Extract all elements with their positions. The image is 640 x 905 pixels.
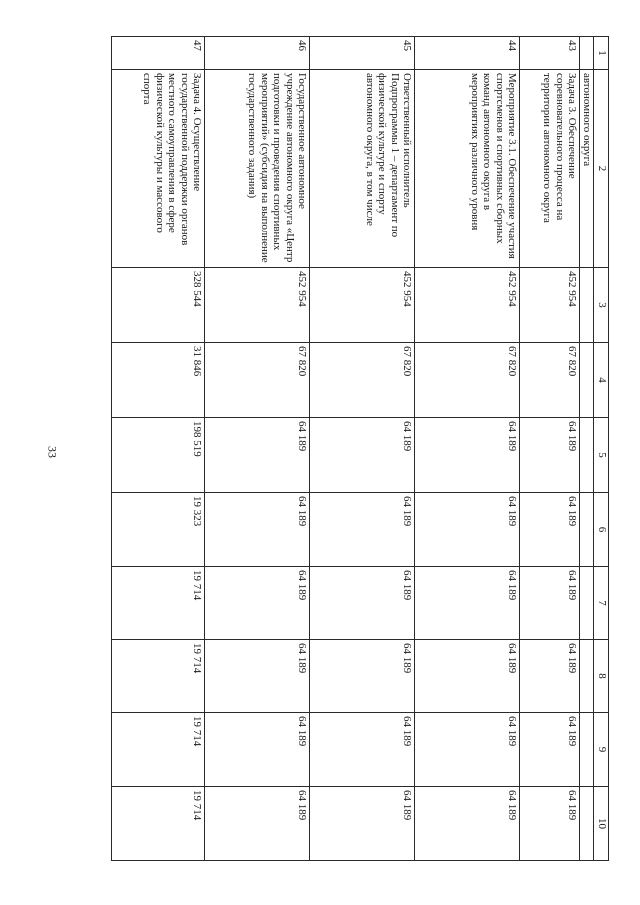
rotated-table-wrapper	[85, 36, 609, 860]
value-cell: 64 189	[310, 640, 415, 713]
row-number: 43	[520, 37, 580, 70]
column-header: 5	[594, 418, 609, 493]
value-cell: 67 820	[520, 343, 580, 418]
column-header: 4	[594, 343, 609, 418]
table-row	[520, 37, 580, 861]
value-cell: 328 544	[112, 268, 205, 343]
budget-table	[112, 36, 610, 861]
value-cell: 64 189	[205, 787, 310, 861]
value-cell: 64 189	[205, 567, 310, 640]
value-cell: 64 189	[310, 567, 415, 640]
value-cell: 452 954	[310, 268, 415, 343]
value-cell: 64 189	[520, 567, 580, 640]
value-cell: 67 820	[310, 343, 415, 418]
table-header-row	[594, 37, 609, 861]
row-name: Ответственный исполнитель Подпрограммы 1 – департамент по физической культуре и спорту автономного округа, в том числе	[310, 70, 415, 268]
column-header: 7	[594, 567, 609, 640]
rotated-table-area	[85, 36, 609, 860]
column-header: 9	[594, 713, 609, 787]
value-cell: 64 189	[415, 787, 520, 861]
value-cell: 31 846	[112, 343, 205, 418]
value-cell: 64 189	[310, 713, 415, 787]
value-cell: 19 714	[112, 713, 205, 787]
table-row	[205, 37, 310, 861]
value-cell: 64 189	[520, 640, 580, 713]
value-cell: 19 714	[112, 640, 205, 713]
value-cell: 19 714	[112, 787, 205, 861]
row-number: 47	[112, 37, 205, 70]
column-header: 10	[594, 787, 609, 861]
value-cell: 64 189	[415, 713, 520, 787]
column-header: 6	[594, 493, 609, 567]
row-name: Мероприятие 3.1. Обеспечение участия спортсменов и спортивных сборных команд автономного округа в мероприятиях различного уровня	[415, 70, 520, 268]
value-cell: 64 189	[205, 418, 310, 493]
value-cell: 452 954	[415, 268, 520, 343]
value-cell: 452 954	[205, 268, 310, 343]
column-header: 8	[594, 640, 609, 713]
table-row	[310, 37, 415, 861]
value-cell: 452 954	[520, 268, 580, 343]
continuation-text: автономного округа	[580, 70, 594, 268]
value-cell: 67 820	[415, 343, 520, 418]
continuation-row	[580, 37, 594, 861]
table-row	[415, 37, 520, 861]
value-cell: 64 189	[520, 713, 580, 787]
value-cell: 67 820	[205, 343, 310, 418]
column-header: 2	[594, 70, 609, 268]
row-name: Задача 3. Обеспечение соревновательного процесса на территории автономного округа	[520, 70, 580, 268]
value-cell: 64 189	[310, 787, 415, 861]
column-header: 1	[594, 37, 609, 70]
value-cell: 64 189	[310, 418, 415, 493]
value-cell: 64 189	[415, 640, 520, 713]
value-cell: 64 189	[205, 713, 310, 787]
value-cell: 64 189	[415, 418, 520, 493]
row-name: Задача 4. Осуществление государственной поддержки органов местного самоуправления в сфере физической культуры и массового спорта	[112, 70, 205, 268]
value-cell: 64 189	[520, 493, 580, 567]
value-cell: 64 189	[415, 567, 520, 640]
page-number: 33	[45, 446, 60, 458]
value-cell: 64 189	[520, 787, 580, 861]
column-header: 3	[594, 268, 609, 343]
row-number: 46	[205, 37, 310, 70]
value-cell: 64 189	[205, 640, 310, 713]
value-cell: 19 714	[112, 567, 205, 640]
value-cell: 198 519	[112, 418, 205, 493]
row-name: Государственное автономное учреждение автономного округа «Центр подготовки и проведения спортивных мероприятий» (субсидия на выполнение государственного задания)	[205, 70, 310, 268]
table-row	[112, 37, 205, 861]
value-cell: 64 189	[415, 493, 520, 567]
value-cell: 64 189	[310, 493, 415, 567]
row-number: 44	[415, 37, 520, 70]
value-cell: 64 189	[520, 418, 580, 493]
row-number: 45	[310, 37, 415, 70]
value-cell: 64 189	[205, 493, 310, 567]
value-cell: 19 323	[112, 493, 205, 567]
